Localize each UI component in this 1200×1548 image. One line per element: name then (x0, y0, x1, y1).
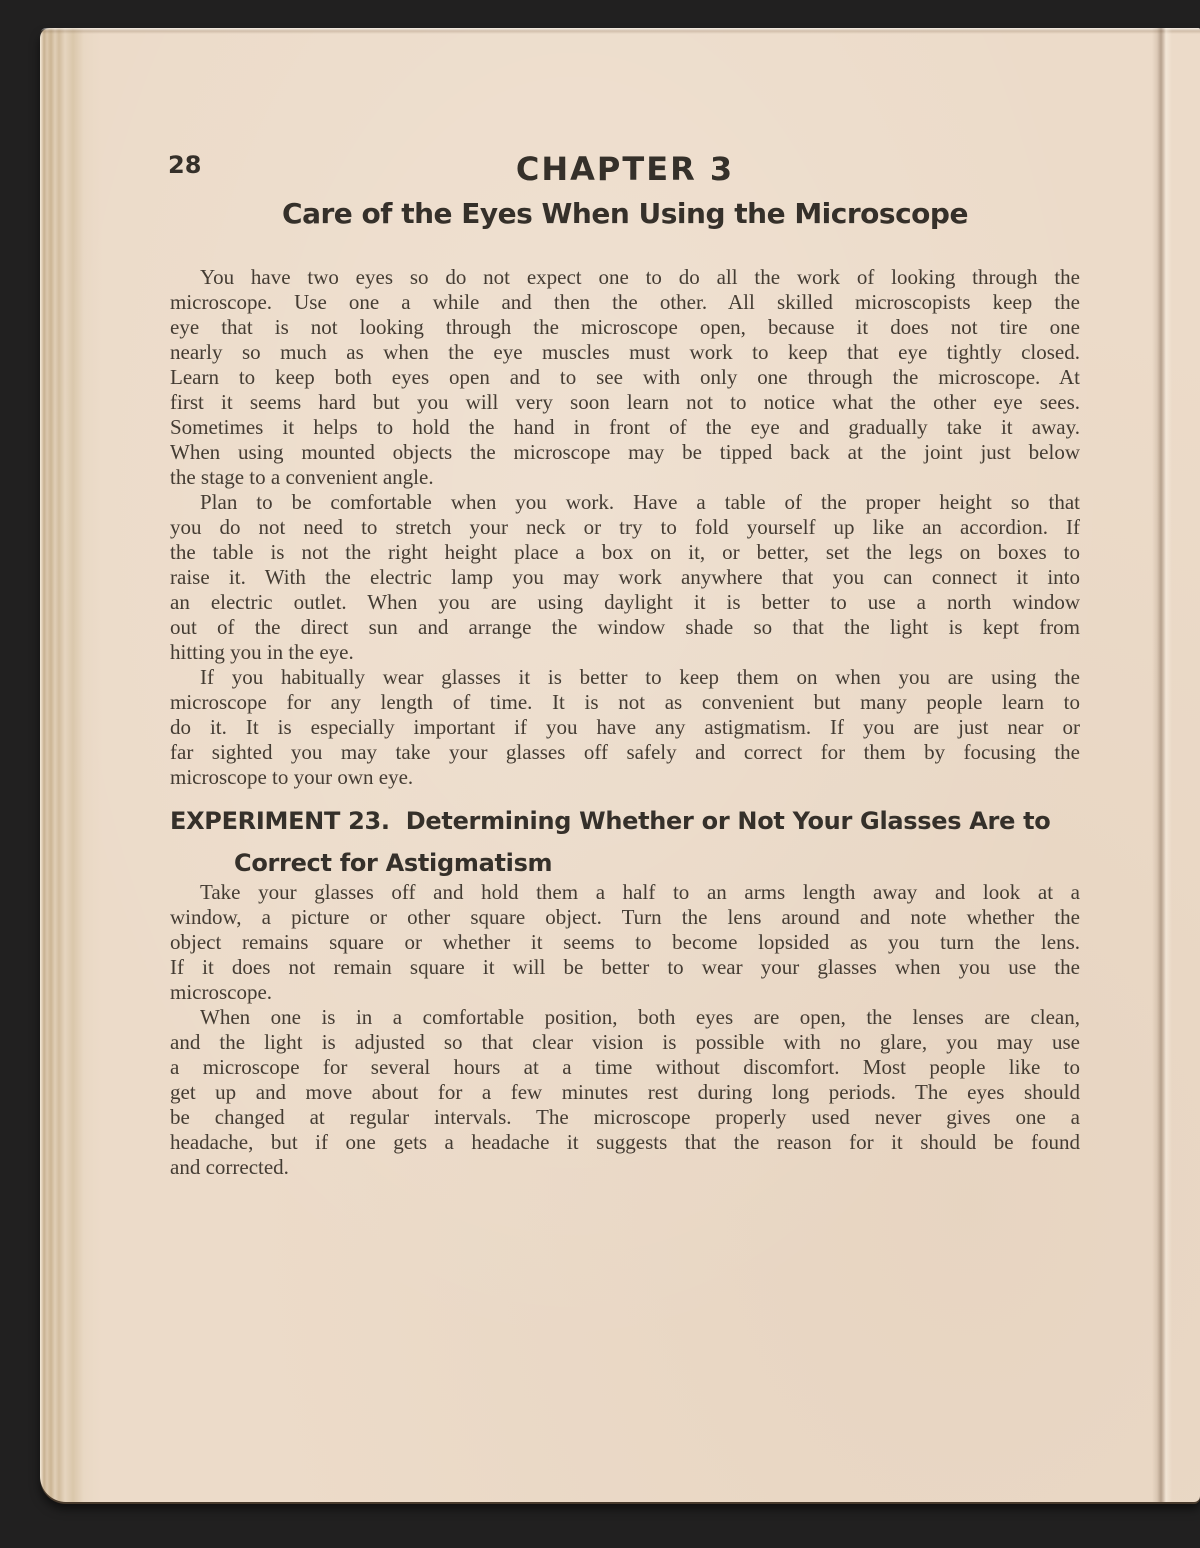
chapter-heading-row (170, 150, 1080, 188)
text-line: eye that is not looking through the microscope open, because it does not tire one (170, 315, 1080, 339)
text-line: microscope. (170, 980, 273, 1004)
text-line: do it. It is especially important if you have any astigmatism. If you are just near or (170, 715, 1080, 739)
text-line: first it seems hard but you will very soon learn not to notice what the other eye sees. (170, 390, 1080, 414)
text-line: you do not need to stretch your neck or try to fold yourself up like an accordion. If (170, 515, 1080, 539)
text-line: microscope for any length of time. It is not as convenient but many people learn to (170, 690, 1080, 714)
experiment-heading-line2: Correct for Astigmatism (234, 849, 553, 877)
text-line: When using mounted objects the microscope may be tipped back at the joint just below (170, 440, 1080, 464)
text-line: When one is in a comfortable position, both eyes are open, the lenses are clean, (200, 1005, 1080, 1029)
gutter-crease (1152, 28, 1172, 1502)
text-line: raise it. With the electric lamp you may work anywhere that you can connect it into (170, 565, 1080, 589)
paragraph-4 (170, 880, 1080, 1005)
paragraph-2 (170, 490, 1080, 665)
paragraph-5 (170, 1005, 1080, 1180)
text-line: Sometimes it helps to hold the hand in front of the eye and gradually take it away. (170, 415, 1080, 439)
chapter-heading: CHAPTER 3 (515, 150, 735, 188)
book-page (40, 28, 1200, 1502)
text-line: headache, but if one gets a headache it suggests that the reason for it should be found (170, 1130, 1080, 1154)
text-line: If you habitually wear glasses it is better to keep them on when you are using the (200, 665, 1080, 689)
experiment-heading (170, 804, 1080, 880)
chapter-title: Care of the Eyes When Using the Microscope (282, 197, 968, 230)
text-line: and corrected. (170, 1155, 289, 1179)
text-line: If it does not remain square it will be better to wear your glasses when you use the (170, 955, 1080, 979)
text-line: hitting you in the eye. (170, 640, 354, 664)
text-line: be changed at regular intervals. The microscope properly used never gives one a (170, 1105, 1080, 1129)
text-line: the stage to a convenient angle. (170, 465, 434, 489)
text-line: You have two eyes so do not expect one to do all the work of looking through the (200, 265, 1080, 289)
text-line: get up and move about for a few minutes rest during long periods. The eyes should (170, 1080, 1080, 1104)
text-line: object remains square or whether it seems to become lopsided as you turn the lens. (170, 930, 1080, 954)
text-line: window, a picture or other square object. Turn the lens around and note whether the (170, 905, 1080, 929)
text-line: Plan to be comfortable when you work. Have a table of the proper height so that (200, 490, 1080, 514)
experiment-heading-line1: EXPERIMENT 23. Determining Whether or Not Your Glasses Are to (170, 807, 1051, 835)
page-number: 28 (168, 151, 202, 179)
text-line: far sighted you may take your glasses off safely and correct for them by focusing the (170, 740, 1080, 764)
text-line: Learn to keep both eyes open and to see with only one through the microscope. At (170, 365, 1080, 389)
text-line: Take your glasses off and hold them a half to an arms length away and look at a (200, 880, 1080, 904)
text-line: a microscope for several hours at a time without discomfort. Most people like to (170, 1055, 1080, 1079)
text-line: microscope. Use one a while and then the other. All skilled microscopists keep the (170, 290, 1080, 314)
paragraph-3 (170, 665, 1080, 790)
text-line: the table is not the right height place a box on it, or better, set the legs on boxes to (170, 540, 1080, 564)
paragraph-1 (170, 265, 1080, 490)
text-line: and the light is adjusted so that clear vision is possible with no glare, you may use (170, 1030, 1080, 1054)
page-top-edge (40, 28, 1200, 34)
text-line: nearly so much as when the eye muscles must work to keep that eye tightly closed. (170, 340, 1080, 364)
page-content (170, 150, 1080, 1180)
text-line: an electric outlet. When you are using daylight it is better to use a north window (170, 590, 1080, 614)
text-line: out of the direct sun and arrange the window shade so that the light is kept from (170, 615, 1080, 639)
text-line: microscope to your own eye. (170, 765, 414, 789)
